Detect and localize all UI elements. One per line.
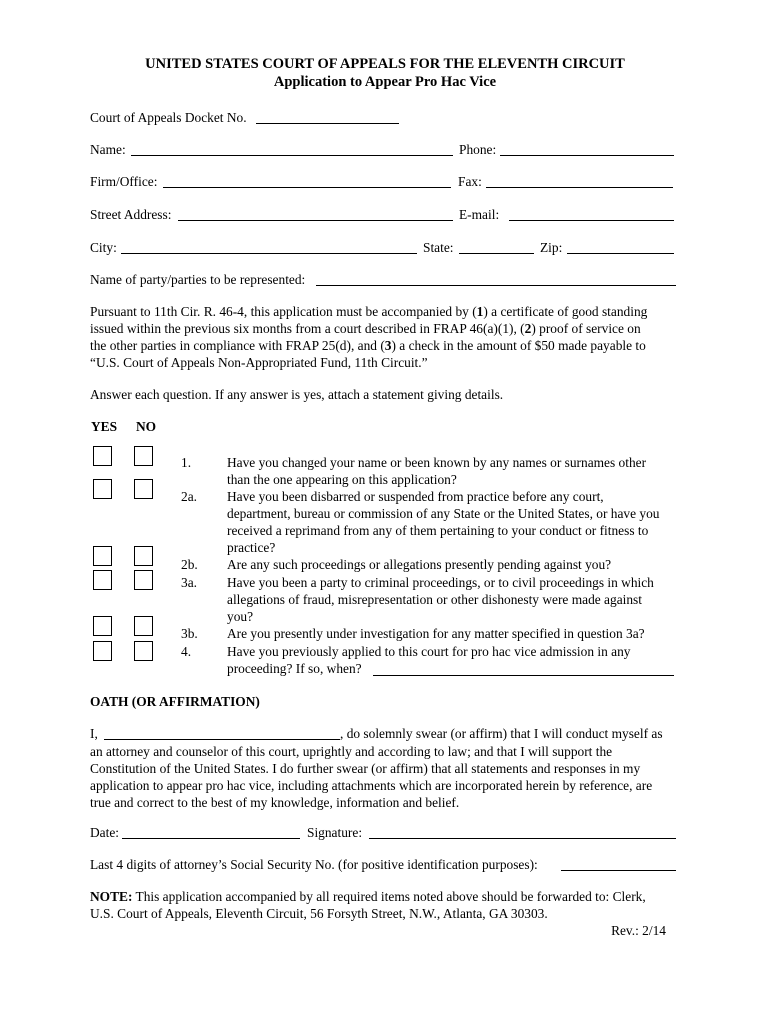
docket-label: Court of Appeals Docket No. (90, 110, 247, 125)
ssn-field[interactable] (561, 857, 676, 871)
party-label: Name of party/parties to be represented: (90, 272, 306, 287)
q2a-yes-checkbox[interactable] (93, 479, 112, 499)
oath-paragraph: an attorney and counselor of this court, uprightly and according to law; and that I will support the Constitution of the United States. I do further swear (or affirm) that all statements and responses in my application to appear pro hac vice, including attachments which are incorporated herein by reference, are true and correct to the best of my knowledge, information and belief. (90, 744, 653, 810)
answer-instructions: Answer each question. If any answer is yes, attach a statement giving details. (90, 387, 504, 402)
oath-heading: OATH (OR AFFIRMATION) (90, 694, 260, 709)
form-title: UNITED STATES COURT OF APPEALS FOR THE ELEVENTH CIRCUIT (145, 56, 625, 72)
phone-label: Phone: (459, 142, 497, 157)
instructions-paragraph: Pursuant to 11th Cir. R. 46-4, this application must be accompanied by (1) a certificate of good standing issued within the previous six months from a court described in FRAP 46(a)(1), (2) proof of service on the other parties in compliance with FRAP 25(d), and (3) a check in the amount of $50 made payable to “U.S. Court of Appeals Non-Appropriated Fund, 11th Circuit.” (90, 304, 648, 370)
q3b-no-checkbox[interactable] (134, 616, 153, 636)
oath-name-field[interactable] (104, 726, 340, 740)
q3b-yes-checkbox[interactable] (93, 616, 112, 636)
zip-field[interactable] (567, 240, 674, 254)
question-text: Are any such proceedings or allegations presently pending against you? (227, 557, 612, 572)
note-line1: NOTE: This application accompanied by all required items noted above should be forwarded to: Clerk, (90, 889, 646, 904)
signature-field[interactable] (369, 825, 676, 839)
fax-label: Fax: (458, 174, 482, 189)
question-number: 3a. (181, 575, 197, 590)
zip-label: Zip: (540, 240, 563, 255)
state-label: State: (423, 240, 454, 255)
docket-field[interactable] (256, 110, 399, 124)
question-text: Have you changed your name or been known by any names or surnames other than the one appearing on this application? (227, 455, 647, 487)
question-text: Have you been a party to criminal proceedings, or to civil proceedings in which allegations of fraud, misrepresentation or other dishonesty were made against you? (227, 575, 654, 624)
date-field[interactable] (122, 825, 300, 839)
revision-label: Rev.: 2/14 (611, 923, 666, 938)
signature-label: Signature: (307, 825, 363, 840)
note-line2: U.S. Court of Appeals, Eleventh Circuit, 56 Forsyth Street, N.W., Atlanta, GA 30303. (90, 906, 548, 921)
form-subtitle: Application to Appear Pro Hac Vice (273, 74, 497, 90)
q4-yes-checkbox[interactable] (93, 641, 112, 661)
street-label: Street Address: (90, 207, 172, 222)
question-text: Have you been disbarred or suspended from practice before any court, department, bureau or commission of any State or the United States, or have you received a reprimand from any of them pertaining to your conduct or fitness to practice? (227, 489, 660, 555)
no-header: NO (136, 419, 157, 434)
q4-no-checkbox[interactable] (134, 641, 153, 661)
firm-label: Firm/Office: (90, 174, 158, 189)
q2b-no-checkbox[interactable] (134, 546, 153, 566)
q1-yes-checkbox[interactable] (93, 446, 112, 466)
city-label: City: (90, 240, 117, 255)
q3a-yes-checkbox[interactable] (93, 570, 112, 590)
question-number: 4. (181, 644, 192, 659)
name-label: Name: (90, 142, 126, 157)
email-field[interactable] (509, 207, 674, 221)
street-field[interactable] (178, 207, 453, 221)
phone-field[interactable] (500, 142, 674, 156)
question-text: Are you presently under investigation for any matter specified in question 3a? (227, 626, 645, 641)
question-number: 1. (181, 455, 192, 470)
oath-line1: , do solemnly swear (or affirm) that I will conduct myself as (340, 726, 663, 741)
party-field[interactable] (316, 272, 676, 286)
q3a-no-checkbox[interactable] (134, 570, 153, 590)
state-field[interactable] (459, 240, 534, 254)
q1-no-checkbox[interactable] (134, 446, 153, 466)
question-text: Have you previously applied to this court for pro hac vice admission in any proceeding? If so, when? (227, 644, 631, 676)
oath-i: I, (90, 726, 98, 741)
q2b-yes-checkbox[interactable] (93, 546, 112, 566)
fax-field[interactable] (486, 174, 673, 188)
yes-header: YES (91, 419, 118, 434)
email-label: E-mail: (459, 207, 500, 222)
question-number: 2a. (181, 489, 197, 504)
firm-field[interactable] (163, 174, 451, 188)
question-number: 2b. (181, 557, 198, 572)
q2a-no-checkbox[interactable] (134, 479, 153, 499)
date-label: Date: (90, 825, 119, 840)
name-field[interactable] (131, 142, 453, 156)
question-number: 3b. (181, 626, 198, 641)
previous-application-when-field[interactable] (373, 662, 674, 676)
city-field[interactable] (121, 240, 417, 254)
ssn-label: Last 4 digits of attorney’s Social Security No. (for positive identification purposes): (90, 857, 538, 872)
